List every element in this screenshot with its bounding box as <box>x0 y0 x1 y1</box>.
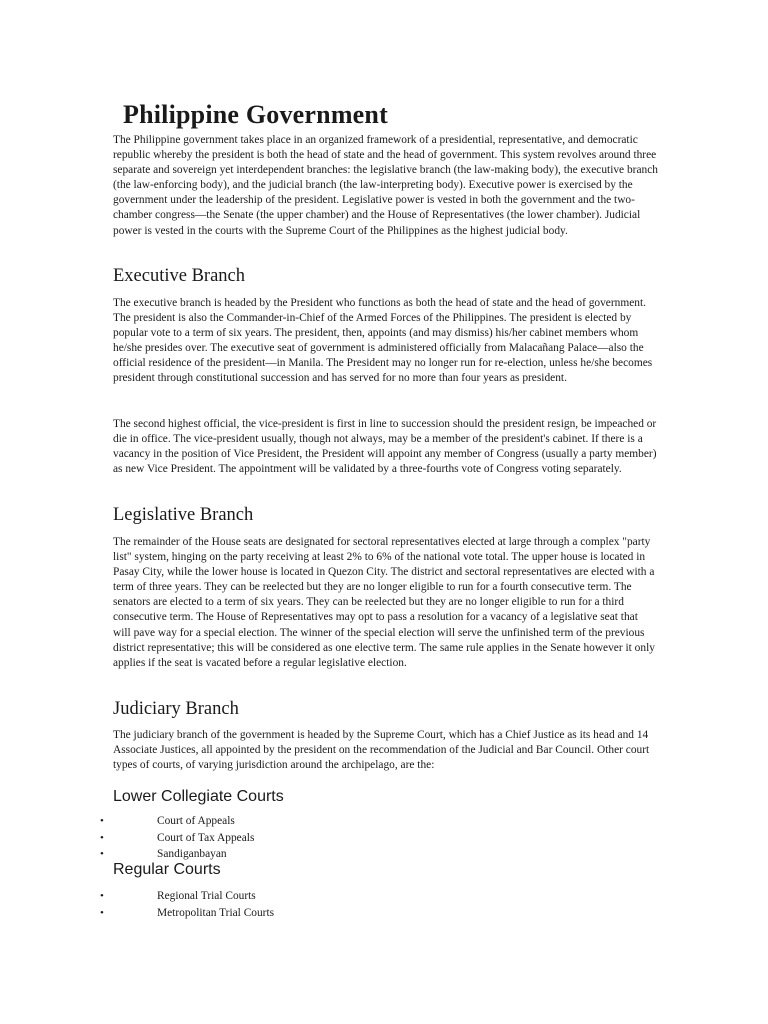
bullet-icon: • <box>100 906 104 919</box>
list-item <box>100 888 274 905</box>
judiciary-paragraph: The judiciary branch of the government is headed by the Supreme Court, which has a Chief Justice as its head and 14 Associate Justices, all appointed by the president on the recommendation of the Judicial and Bar Council. Other court types of courts, of varying jurisdiction around the archipelago, are the: <box>113 729 650 772</box>
list-item-label: Court of Appeals <box>157 815 235 827</box>
page-title: Philippine Government <box>123 100 388 129</box>
executive-paragraph-2: The second highest official, the vice-president is first in line to succession should the president resign, be impeached or die in office. The vice-president usually, though not always, may be a member of the president's cabinet. If there is a vacancy in the position of Vice President, the President will appoint any member of Congress (usually a party member) as new Vice President. The appointment will be validated by a three-fourths vote of Congress voting separately. <box>113 418 657 476</box>
lower-collegiate-courts-heading: Lower Collegiate Courts <box>113 788 284 805</box>
list-item <box>100 830 254 847</box>
legislative-heading: Legislative Branch <box>113 505 254 525</box>
bullet-icon: • <box>100 890 104 902</box>
lower-courts-list <box>100 813 254 863</box>
bullet-icon: • <box>100 815 104 827</box>
executive-heading: Executive Branch <box>113 266 246 286</box>
list-item-label: Regional Trial Courts <box>157 890 256 902</box>
judiciary-heading: Judiciary Branch <box>113 699 239 719</box>
list-item-label: Sandiganbayan <box>157 848 227 860</box>
list-item <box>100 813 254 830</box>
regular-courts-list <box>100 888 274 921</box>
executive-paragraph-1: The executive branch is headed by the President who functions as both the head of state and the head of government. The president is also the Commander-in-Chief of the Armed Forces of the Philippines. The president is elected by popular vote to a term of six years. The president, then, appoints (and may dismiss) his/her cabinet members whom he/she presides over. The executive seat of government is administered officially from Malacañang Palace—also the official residence of the president—in Manila. The President may no longer run for re-election, unless he/she becomes president through constitutional succession and has served for no more than four years as president. <box>113 297 653 385</box>
legislative-paragraph: The remainder of the House seats are designated for sectoral representatives elected at large through a complex "party list" system, hinging on the party receiving at least 2% to 6% of the national vote total. The upper house is located in Pasay City, while the lower house is located in Quezon City. The district and sectoral representatives are elected with a term of three years. They can be reelected but they are no longer eligible to run for a fourth consecutive term. The senators are elected to a term of six years. They can be reelected but they are no longer eligible to run for a third consecutive term. The House of Representatives may opt to pass a resolution for a vacancy of a legislative seat that will pave way for a special election. The winner of the special election will serve the unfinished term of the previous district representative; this will be considered as one elective term. The same rule applies in the Senate however it only applies if the seat is vacated before a regular legislative election. <box>113 536 655 669</box>
intro-paragraph: The Philippine government takes place in an organized framework of a presidential, representative, and democratic republic whereby the president is both the head of state and the head of government. This system revolves around three separate and sovereign yet interdependent branches: the legislative branch (the law-making body), the executive branch (the law-enforcing body), and the judicial branch (the law-interpreting body). Executive power is exercised by the government under the leadership of the president. Legislative power is vested in both the government and the two-chamber congress—the Senate (the upper chamber) and the House of Representatives (the lower chamber). Judicial power is vested in the courts with the Supreme Court of the Philippines as the highest judicial body. <box>113 134 658 237</box>
list-item <box>100 905 274 922</box>
bullet-icon: • <box>100 848 104 860</box>
list-item-label: Metropolitan Trial Courts <box>157 906 275 919</box>
list-item-label: Court of Tax Appeals <box>157 831 255 844</box>
regular-courts-heading: Regular Courts <box>113 861 221 878</box>
bullet-icon: • <box>100 831 104 844</box>
